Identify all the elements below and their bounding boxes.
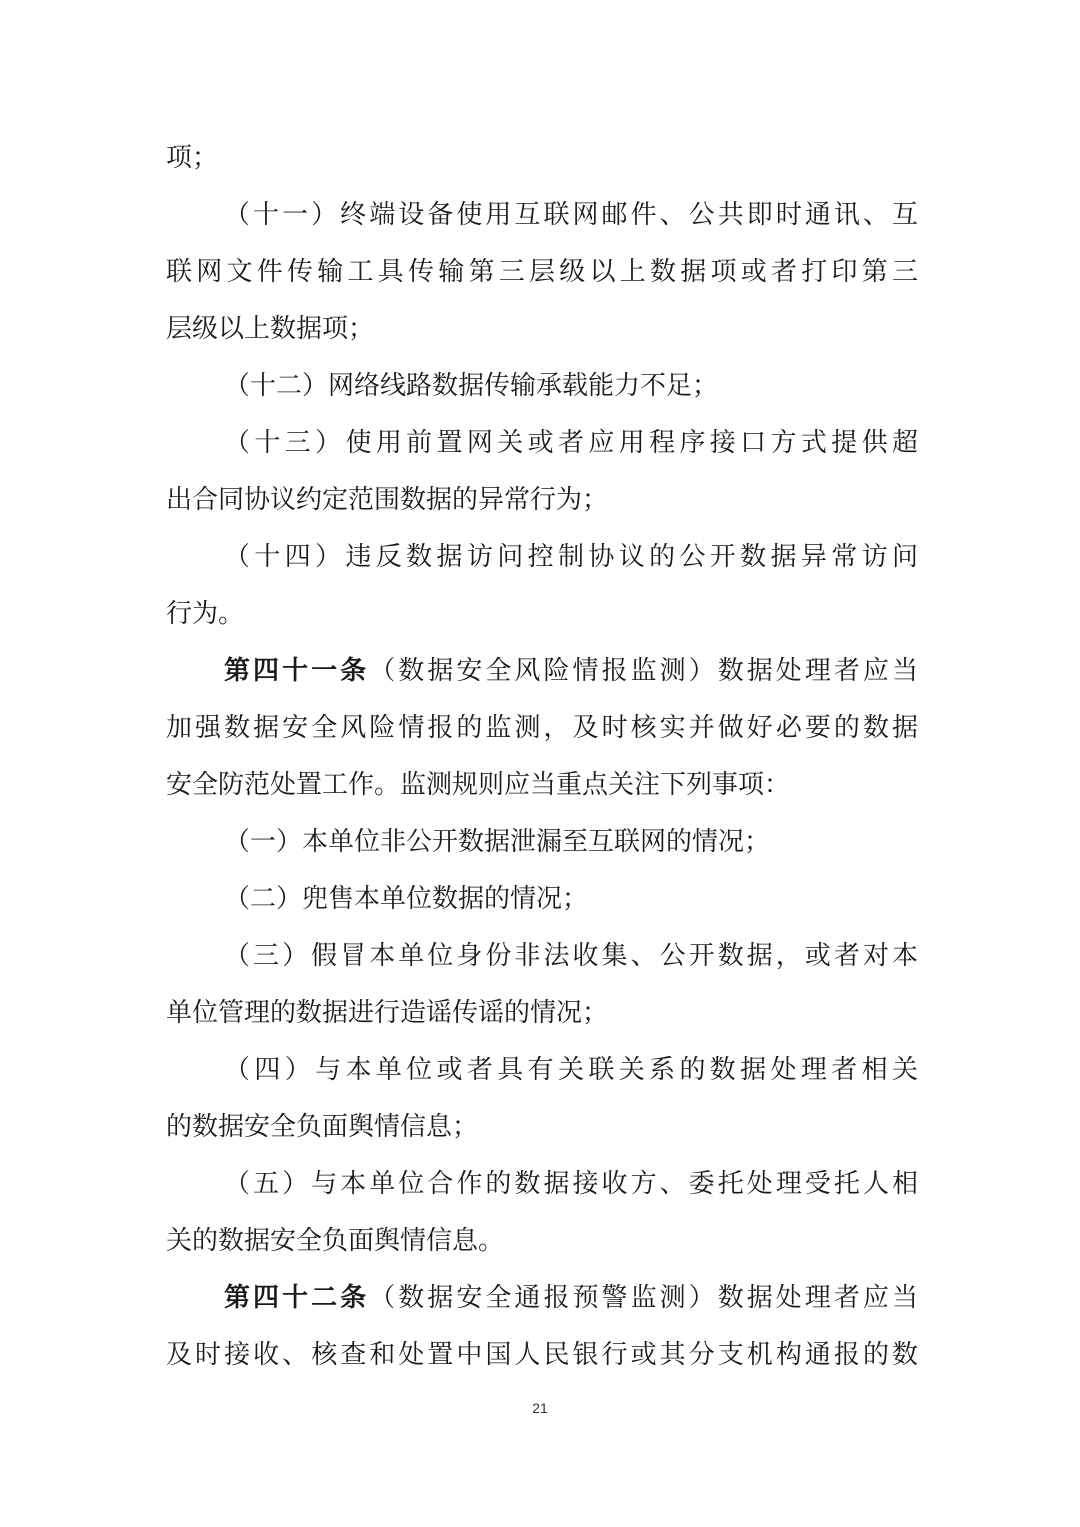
text-line: 单位管理的数据进行造谣传谣的情况； xyxy=(166,998,609,1028)
article-42-heading xyxy=(166,1270,918,1327)
item-11: （十一）终端设备使用互联网邮件、公共即时通讯、互 xyxy=(224,200,918,230)
item-5: （五）与本单位合作的数据接收方、委托处理受托人相 xyxy=(224,1169,918,1199)
page-number: 21 xyxy=(532,1400,548,1416)
item-13: （十三）使用前置网关或者应用程序接口方式提供超 xyxy=(224,428,918,458)
text-line: 行为。 xyxy=(166,599,245,629)
item-2: （二）兜售本单位数据的情况； xyxy=(224,884,589,914)
item-4: （四）与本单位或者具有关联关系的数据处理者相关 xyxy=(224,1055,918,1085)
body-text xyxy=(166,130,918,1384)
article-42-title: 第四十二条 xyxy=(224,1283,370,1313)
item-14: （十四）违反数据访问控制协议的公开数据异常访问 xyxy=(224,542,918,572)
text-line: 项； xyxy=(166,143,219,173)
text-line: 层级以上数据项； xyxy=(166,314,375,344)
text-line: 联网文件传输工具传输第三层级以上数据项或者打印第三 xyxy=(166,257,918,287)
item-3: （三）假冒本单位身份非法收集、公开数据，或者对本 xyxy=(224,941,918,971)
text-line: 加强数据安全风险情报的监测，及时核实并做好必要的数据 xyxy=(166,713,918,743)
article-41-title: 第四十一条 xyxy=(224,656,370,686)
text-line: 出合同协议约定范围数据的异常行为； xyxy=(166,485,609,515)
article-41-intro: （数据安全风险情报监测）数据处理者应当 xyxy=(369,656,918,686)
text-line: 的数据安全负面舆情信息； xyxy=(166,1112,479,1142)
text-line: 及时接收、核查和处置中国人民银行或其分支机构通报的数 xyxy=(166,1340,918,1370)
item-12: （十二）网络线路数据传输承载能力不足； xyxy=(224,371,719,401)
article-42-intro: （数据安全通报预警监测）数据处理者应当 xyxy=(369,1283,918,1313)
text-line: 关的数据安全负面舆情信息。 xyxy=(166,1226,505,1256)
article-41-heading xyxy=(166,643,918,700)
text-line: 安全防范处置工作。监测规则应当重点关注下列事项： xyxy=(166,770,791,800)
item-1: （一）本单位非公开数据泄漏至互联网的情况； xyxy=(224,827,771,857)
